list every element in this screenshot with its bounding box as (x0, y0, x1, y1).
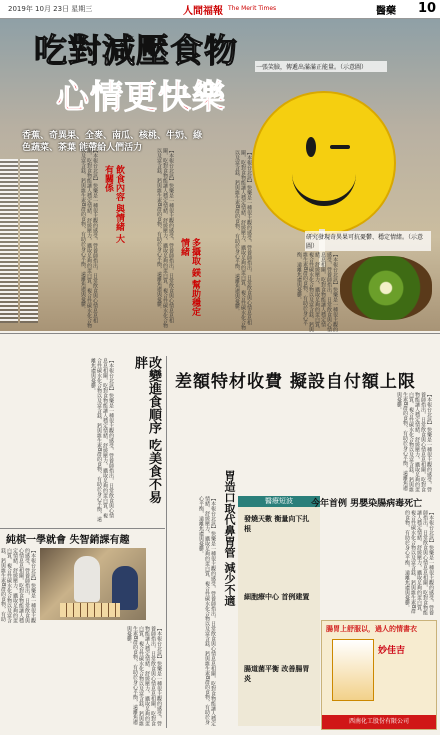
smiley-mouth (292, 165, 356, 206)
page-header (0, 0, 440, 19)
news-brief-item: 發燒天數 衡量向下扎根 (244, 515, 310, 533)
section-name: 醫藥 (376, 6, 396, 17)
news-brief-bar: 醫療短波 (238, 496, 320, 507)
feature-sidehead: 飲食內容 與情緒 大有關係 (103, 165, 124, 244)
kiwi-photo (340, 256, 432, 320)
story-headline-chess: 純棋一學就會 失智銷課有趣 (6, 535, 130, 546)
smiley-eye (306, 137, 316, 157)
chess-board (60, 603, 120, 617)
news-brief-item: 細胞療中心 首例建置 (244, 593, 310, 601)
section-divider (0, 333, 440, 334)
ad-brand: 妙佳吉 (378, 646, 406, 656)
ad-footer: 西南化工股份有限公司 (322, 715, 436, 729)
eating-body-text: 【本報台北訊】快樂是一種很主觀的感受，營養師指出，日常飲食與心情息息相關，吃對食物能讓人穩定情緒、舒緩壓力，攝取足夠的蛋白質、複合性碳水化合物以及富含鎂、鈣與維生素B群的食物，有助於身心平衡，遠離焦慮與憂鬱。 (90, 358, 114, 522)
smiley-caption: 一張笑臉，傳遞出滿滿正能量。（示意圖） (255, 61, 387, 72)
ad-headline: 腸胃上舒服以，過人的情書衣 (326, 625, 417, 633)
feature-title-line2: 心情更快樂 (56, 77, 226, 116)
feature-body-text: 【本報台北訊】快樂是一種很主觀的感受，營養師指出，日常飲食與心情息息相關，吃對食物能讓人穩定情緒、舒緩壓力，攝取足夠的蛋白質、複合性碳水化合物以及富含鎂、鈣與維生素B群的食物，有助於身心平衡，遠離焦慮與憂鬱。 (234, 150, 252, 330)
smiley-photo (252, 91, 396, 235)
photo-person (74, 556, 100, 602)
newspaper-logo: 人間福報 (183, 6, 223, 17)
smiley-wink (330, 145, 350, 149)
issue-date: 2019年 10月 23日 星期三 (8, 5, 93, 13)
page-number: 10 (418, 1, 437, 16)
chess-body-text: 【本報台北訊】快樂是一種很主觀的感受，營養師指出，日常飲食與心情息息相關，吃對食物能讓人穩定情緒、舒緩壓力，攝取足夠的蛋白質、複合性碳水化合物以及富含鎂、鈣與維生素B群的食物，有助 (0, 548, 36, 623)
story-headline-eating: 改變進食順序 吃美食不易胖 (132, 356, 161, 504)
kiwi-caption: 研究發現奇異果可抗憂鬱、穩定情緒。（示意圖） (305, 231, 431, 251)
newspaper-logo-en: The Merit Times (228, 5, 277, 12)
stomach-body-text: 【本報台北訊】快樂是一種很主觀的感受，營養師指出，日常飲食與心情息息相關，吃對食物能讓人穩定情緒、舒緩壓力，攝取足夠的蛋白質、複合性碳水化合物以及富含鎂、鈣與維生素B群的食物，有助於身心平衡，遠離焦慮與憂鬱。 (198, 496, 216, 726)
news-brief-box (238, 496, 320, 726)
feature-body-text: 【本報台北訊】快樂是一種很主觀的感受，營養師指出，日常飲食與心情息息相關，吃對食物能讓人穩定情緒、舒緩壓力，攝取足夠的蛋白質、複合性碳水化合物以及富含鎂、鈣與維生素B群的食物，有助於身心平衡，遠離焦慮與憂鬱。 (156, 148, 174, 328)
feature-body-text: 【本報台北訊】快樂是一種很主觀的感受，營養師指出，日常飲食與心情息息相關，吃對食物能讓人穩定情緒、舒緩壓力，攝取足夠的蛋白質、複合性碳水化合物以及富含鎂、鈣與維生素B群的食物，有助於身心平衡，遠離焦慮與憂鬱。 (80, 148, 98, 328)
story-headline-enterovirus: 今年首例 男嬰染腸病毒死亡 (311, 499, 423, 509)
feature-sidehead: 多攝取 鎂 幫助穩定情緒 (179, 238, 200, 317)
enterovirus-body-text: 【本報台北訊】快樂是一種很主觀的感受，營養師指出，日常飲食與心情息息相關，吃對食物能讓人穩定情緒、舒緩壓力，攝取足夠的蛋白質、複合性碳水化合物以及富含鎂、鈣與維生素B群的食物，有助於身心平衡，遠離焦慮與憂鬱。 (404, 510, 434, 615)
section-divider (0, 528, 165, 529)
fees-body-text: 【本報台北訊】快樂是一種很主觀的感受，營養師指出，日常飲食與心情息息相關，吃對食物能讓人穩定情緒、舒緩壓力，攝取足夠的蛋白質、複合性碳水化合物以及富含鎂、鈣與維生素B群的食物，有助於身心平衡，遠離焦慮與憂鬱。 (396, 392, 432, 492)
feature-title-line1: 吃對減壓食物 (34, 31, 238, 70)
feature-subtitle: 香蕉、奇異果、全麥、南瓜、核桃、牛奶、綠色蔬菜、茶葉 能帶給人們活力 (22, 131, 203, 153)
product-box (332, 639, 374, 701)
feature-body-text: 【本報台北訊】快樂是一種很主觀的感受，營養師指出，日常飲食與心情息息相關，吃對食物能讓人穩定情緒、舒緩壓力，攝取足夠的蛋白質、複合性碳水化合物以及富含鎂、鈣與維生素B群的食物，有助於身心平衡，遠離焦慮與憂鬱。 (296, 252, 338, 332)
news-brief-item: 腸道菌平衡 改善腸胃炎 (244, 665, 310, 683)
hero-text-column (0, 159, 18, 323)
column-divider (166, 356, 167, 728)
story-headline-stomach: 胃造口取代鼻胃管 減少不適 (223, 470, 236, 606)
hero-text-column (20, 159, 38, 323)
chess-body-text: 【本報台北訊】快樂是一種很主觀的感受，營養師指出，日常飲食與心情息息相關，吃對食物能讓人穩定情緒、舒緩壓力，攝取足夠的蛋白質、複合性碳水化合物以及富含鎂、鈣與維生素B群的食物，有助於身心平衡，遠離焦慮與憂鬱。 (126, 626, 162, 726)
advertisement[interactable] (321, 620, 437, 730)
story-headline-fees: 差額特材收費 擬設自付額上限 (175, 372, 416, 392)
